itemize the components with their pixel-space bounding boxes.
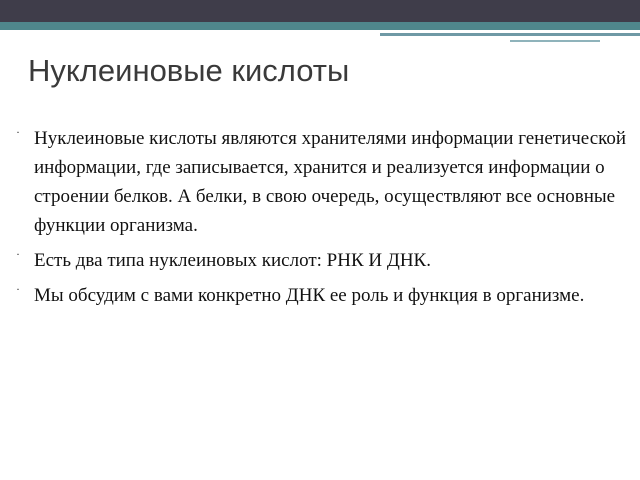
bullet-text-1: Нуклеиновые кислоты являются хранителями информации генетической информации, где записывается, хранится и реализуется информации о строении белков. А белки, в свою очередь, осуществляют все основные функции организма.: [34, 128, 627, 236]
bullet-item-2: [14, 246, 634, 275]
bullet-text-3: Мы обсудим с вами конкретно ДНК ее роль и функция в организме.: [34, 285, 585, 306]
bullet-item-1: [14, 124, 634, 240]
top-decorative-bar: [0, 0, 640, 22]
bullet-dot-icon: ·: [16, 125, 20, 139]
bullet-dot-icon: ·: [16, 282, 20, 296]
slide-content: [14, 124, 634, 316]
bullet-text-2: Есть два типа нуклеиновых кислот: РНК И ДНК.: [34, 250, 431, 271]
accent-line: [380, 33, 640, 36]
bullet-item-3: [14, 281, 634, 310]
bullet-dot-icon: ·: [16, 247, 20, 261]
teal-accent-bar: [0, 22, 640, 30]
accent-line-short: [510, 40, 600, 42]
slide-title: Нуклеиновые кислоты: [28, 53, 350, 88]
